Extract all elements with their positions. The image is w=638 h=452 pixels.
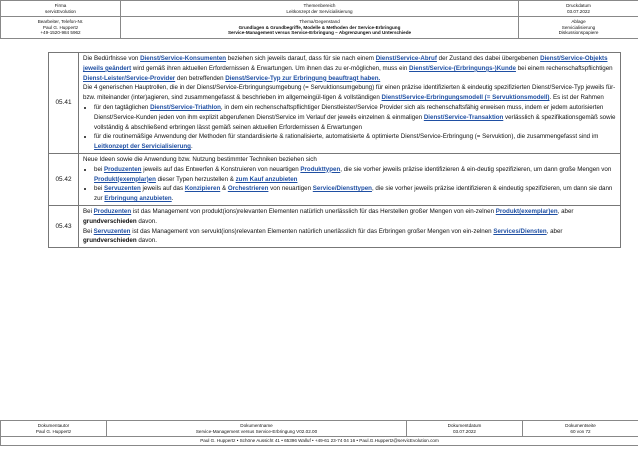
highlighted-term: Dienst/Service-Erbringungsmodell (= Servuktionsmodell) bbox=[381, 94, 550, 102]
highlighted-term: Dienst/Service-Objekts jeweils geändert bbox=[83, 55, 608, 72]
paragraph: Bei Produzenten ist das Management von produkt(ions)relevanten Elementen natürlich unerlässlich für das Herstellen großer Mengen von ein-zelnen Produkt(exemplar)en, aber grundverschieden davon. bbox=[83, 207, 574, 225]
firma-cell bbox=[1, 1, 121, 17]
ablage-label: Ablage bbox=[571, 19, 586, 25]
highlighted-term: Servuzenten bbox=[103, 185, 141, 193]
row-id: 05.42 bbox=[49, 153, 79, 205]
highlighted-term: Services/Diensten bbox=[493, 227, 547, 235]
firma-value: servicEvolution bbox=[45, 8, 76, 14]
paragraph: Neue Ideen sowie die Anwendung bzw. Nutzung bestimmter Techniken beziehen sich bbox=[83, 155, 317, 163]
footer-address: Paul G. Huppertz • Schöne Aussicht 41 • 65396 Walluf • +49-61 23-74 04 16 • Paul.G.Huppertz@servicEvolution.com bbox=[1, 437, 638, 446]
highlighted-term: Produzenten bbox=[103, 165, 142, 173]
druckdatum-value: 03.07.2022 bbox=[567, 8, 590, 14]
bearbeiter-name: Paul G. Huppertz bbox=[42, 24, 79, 30]
highlighted-term: Dienst/Service-Transaktion bbox=[423, 113, 504, 121]
content-table bbox=[48, 52, 621, 248]
document-header bbox=[0, 0, 638, 39]
row-text bbox=[79, 205, 621, 247]
highlighted-term: Leitkonzept der Servicialisierung bbox=[94, 143, 191, 151]
firma-label: Firma bbox=[54, 2, 67, 8]
highlighted-term: Produkt(exemplar)en bbox=[94, 175, 156, 183]
dokumentname-cell bbox=[107, 421, 407, 437]
ablage-value-1: Servicialisierung bbox=[561, 24, 596, 30]
highlighted-term: Produzenten bbox=[93, 207, 132, 215]
bullet-item: • bei Produzenten jeweils auf das Entwerfen & Konstruieren von neuartigen Produkttypen, die sie vorher jeweils präzise identifizieren & ein-deutig spezifizieren, um dann große Mengen von Produkt(exemplar)en dieser Typen herzustellen & zum Kauf anzubieten bbox=[94, 165, 616, 185]
highlighted-term: Dienst/Service-Triathlon bbox=[150, 103, 221, 111]
thema-line-1: Grundlagen & Grundbegriffe, Modelle & Methoden der Service-Erbringung bbox=[238, 24, 401, 30]
highlighted-term: Orchestrieren bbox=[227, 185, 269, 193]
table-row bbox=[49, 205, 621, 247]
highlighted-term: Erbringung anzubieten bbox=[104, 195, 172, 203]
highlighted-term: Dienst-Leister/Service-Provider bbox=[83, 74, 176, 82]
bearbeiter-phone: +49-1520-984 5962 bbox=[40, 30, 81, 36]
row-id: 05.41 bbox=[49, 53, 79, 154]
ablage-cell bbox=[519, 17, 638, 39]
paragraph: Die 4 generischen Hauptrollen, die in der Dienst/Service-Erbringungsumgebung (= Servuktionsumgebung) für einen präzise identifizierten & eindeutig spezifizierten Dienst/Service-Typ jeweils für- bzw. miteinander (inter)agieren, sind zusammengefasst & beschrieben im allgemeingül-tigen & vollständigen Dienst/Service-Erbringungsmodell (= Servuktionsmodell). Es ist der Rahmen bbox=[83, 84, 616, 102]
dokumentseite-cell bbox=[523, 421, 638, 437]
autor-value: Paul G. Huppertz bbox=[35, 428, 72, 434]
themenbereich-label: Themenbereich bbox=[303, 2, 336, 8]
row-text bbox=[79, 153, 621, 205]
dokumentdatum-cell bbox=[407, 421, 523, 437]
themenbereich-value: Leitkonzept der Servicialisierung bbox=[286, 8, 353, 14]
bearbeiter-cell bbox=[1, 17, 121, 39]
autor-label: Dokumentautor bbox=[37, 422, 70, 428]
thema-line-2: Service-Management versus Service-Erbringung – Abgrenzungen und Unterschiede bbox=[227, 30, 412, 36]
row-text bbox=[79, 53, 621, 154]
table-row bbox=[49, 53, 621, 154]
bold-text: grundverschieden bbox=[83, 217, 137, 225]
highlighted-term: Service/Diensttypen bbox=[312, 185, 372, 193]
dokumentseite-label: Dokumentseite bbox=[565, 422, 596, 428]
bold-text: grundverschieden bbox=[83, 237, 137, 245]
dokumentname-value: Service-Management versus Service-Erbringung V02.02.00 bbox=[195, 428, 318, 434]
row-id: 05.43 bbox=[49, 205, 79, 247]
autor-cell bbox=[1, 421, 107, 437]
dokumentdatum-value: 03.07.2022 bbox=[453, 428, 476, 434]
druckdatum-label: Druckdatum bbox=[566, 2, 591, 8]
highlighted-term: Dienst/Service-(Erbringungs-)Kunde bbox=[409, 64, 516, 72]
dokumentname-label: Dokumentname bbox=[240, 422, 273, 428]
thema-label: Thema/Gegenstand bbox=[299, 19, 340, 25]
highlighted-term: Produkt(exemplar)en bbox=[495, 207, 558, 215]
highlighted-term: Dienst/Service-Typ zur Erbringung beauftragt haben. bbox=[225, 74, 381, 82]
ablage-value-2: Diskussionspapiere bbox=[558, 30, 599, 36]
highlighted-term: Servuzenten bbox=[93, 227, 131, 235]
dokumentseite-value: 60 von 72 bbox=[570, 428, 591, 434]
thema-cell bbox=[121, 17, 519, 39]
paragraph: Bei Servuzenten ist das Management von servukt(ions)relevanten Elementen natürlich unerlässlich für das Erbringen großer Mengen von ein-zelnen Services/Diensten, aber grundverschieden davon. bbox=[83, 227, 563, 245]
bearbeiter-label: Bearbeiter, Telefon-Nr. bbox=[37, 19, 84, 25]
highlighted-term: Dienst/Service-Abruf bbox=[375, 55, 437, 62]
bullet-item: • bei Servuzenten jeweils auf das Konzipieren & Orchestrieren von neuartigen Service/Diensttypen, die sie vorher jeweils präzise identifizieren & eindeutig spezifizieren, um dann sie dann zur Erbringung anzubieten. bbox=[94, 184, 616, 204]
document-footer bbox=[0, 420, 638, 446]
themenbereich-cell bbox=[121, 1, 519, 17]
highlighted-term: Dienst/Service-Konsumenten bbox=[140, 55, 227, 62]
bullet-item: • für den tagtäglichen Dienst/Service-Triathlon, in dem ein rechenschaftspflichtiger Dienstleister/Service Provider sich als rechenschaftsfähig erweisen muss, indem er jedem autorisierten Dienst/Service-Kunden jeden von ihm explizit abgerufenen Dienst/Service im Verlauf der jeweils einzelnen & einmaligen Dienst/Service-Transaktion verlässlich & spezifikationsgemäß sowie vollständig & abschließend erbringen lässt gemäß seinen aktuellen Erfordernissen & Erwartungen bbox=[94, 103, 616, 132]
druckdatum-cell bbox=[519, 1, 638, 17]
paragraph: Die Bedürfnisse von Dienst/Service-Konsumenten beziehen sich jeweils darauf, dass für sie nach einem Dienst/Service-Abruf der Zustand des dabei übergebenen Dienst/Service-Objekts jeweils geändert wird gemäß ihren aktuellen Erfordernissen & Erwartungen. Um ihnen das zu er-möglichen, muss ein Dienst/Service-(Erbringungs-)Kunde bei einem rechenschaftspflichtigen Dienst-Leister/Service-Provider den betreffenden Dienst/Service-Typ zur Erbringung beauftragt haben. bbox=[83, 55, 613, 82]
highlighted-term: zum Kauf anzubieten bbox=[235, 175, 298, 183]
dokumentdatum-label: Dokumentdatum bbox=[447, 422, 482, 428]
highlighted-term: Konzipieren bbox=[184, 185, 221, 193]
bullet-item: • für die routinemäßige Anwendung der Methoden für standardisierte & rationalisierte, automatisierte & optimierte Dienst/Service-Erbringung (= Servuktion), die zusammengefasst sind im Leitkonzept der Servicialisierung. bbox=[94, 132, 616, 152]
bullet-list bbox=[83, 165, 616, 204]
table-row bbox=[49, 153, 621, 205]
highlighted-term: Produkttypen bbox=[300, 165, 341, 173]
bullet-list bbox=[83, 103, 616, 152]
